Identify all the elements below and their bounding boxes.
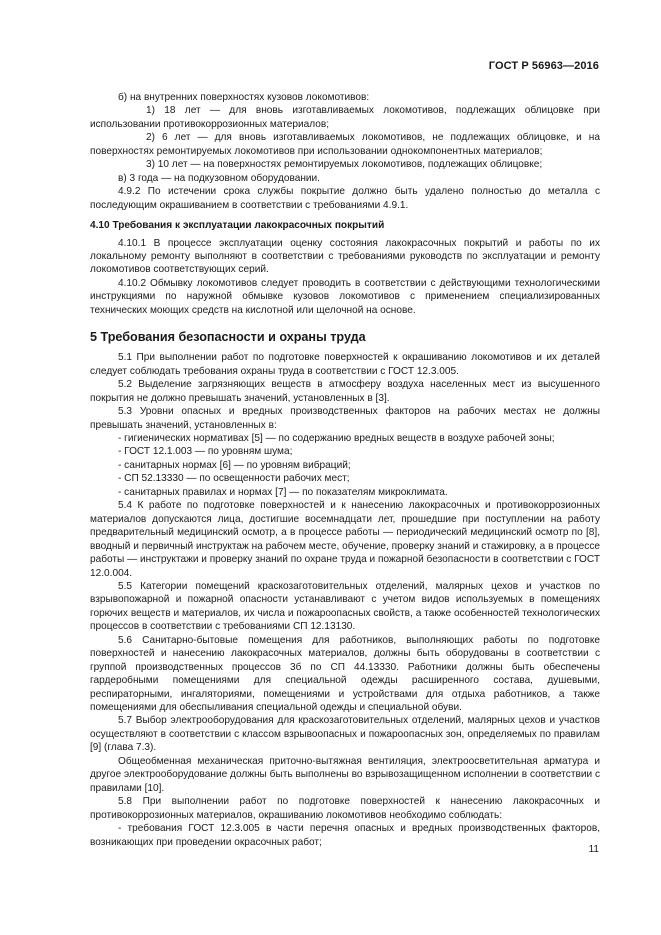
paragraph-5-5: 5.5 Категории помещений краскозаготовительных отделений, малярных цехов и участков по взрывопожарной и пожарной опасности устанавливают с учетом видов используемых в помещениях горючих веществ и материалов, их числа и пожароопасных свойств, а также особенностей технологических процессов в соответствии с требованиями СП 12.13130. bbox=[90, 580, 600, 633]
document-body bbox=[90, 91, 600, 849]
paragraph-b3: 3) 10 лет — на поверхностях ремонтируемых локомотивов, подлежащих облицовке; bbox=[146, 159, 543, 171]
document-code-header: ГОСТ Р 56963—2016 bbox=[488, 60, 599, 72]
paragraph-4-9-2: 4.9.2 По истечении срока службы покрытие должно быть удалено полностью до металла с последующим окрашиванием в соответствии с требованиями 4.9.1. bbox=[90, 186, 600, 211]
section-5-title: 5 Требования безопасности и охраны труда bbox=[90, 330, 366, 345]
paragraph-5-1: 5.1 При выполнении работ по подготовке поверхностей к окрашиванию локомотивов и их деталей следует соблюдать требования охраны труда в соответствии с ГОСТ 12.3.005. bbox=[90, 352, 600, 377]
list-item: - ГОСТ 12.1.003 — по уровням шума; bbox=[118, 446, 293, 458]
page-number: 11 bbox=[588, 844, 599, 855]
paragraph-b2: 2) 6 лет — для вновь изготавливаемых локомотивов, не подлежащих облицовке, и на поверхностях ремонтируемых локомотивов при использовании однокомпонентных материалов; bbox=[90, 132, 600, 157]
paragraph-b: б) на внутренних поверхностях кузовов локомотивов: bbox=[118, 92, 370, 103]
list-item: - санитарных правилах и нормах [7] — по показателям микроклимата. bbox=[118, 486, 448, 498]
list-item: - гигиенических нормативах [5] — по содержанию вредных веществ в воздухе рабочей зоны; bbox=[118, 432, 555, 444]
paragraph-5-8: 5.8 При выполнении работ по подготовке поверхностей к нанесению лакокрасочных и противокоррозионных материалов, окрашиванию локомотивов необходимо соблюдать: bbox=[90, 796, 600, 821]
list-item: - СП 52.13330 — по освещенности рабочих мест; bbox=[118, 473, 350, 485]
paragraph-b1: 1) 18 лет — для вновь изготавливаемых локомотивов, подлежащих облицовке при использовании противокоррозионных материалов; bbox=[90, 105, 600, 130]
paragraph-5-7: 5.7 Выбор электрооборудования для краскозаготовительных отделений, малярных цехов и участков осуществляют в соответствии с классом взрывоопасных и пожароопасных зон, определяемых по правилам [9] (глава 7.3). bbox=[90, 715, 600, 754]
paragraph-5-6: 5.6 Санитарно-бытовые помещения для работников, выполняющих работы по подготовке поверхностей и нанесению лакокрасочных материалов, должны быть оборудованы в соответствии с группой производственных процессов 3б по СП 44.13330. Работники должны быть обеспечены гардеробными помещениями для специальной одежды расширенного состава, душевыми, респираторными, ингаляториями, помещениями и устройствами для отдыха работников, а также помещениями для обеспыливания специальной одежды и специальной обуви. bbox=[90, 634, 600, 714]
list-item: - требования ГОСТ 12.3.005 в части перечня опасных и вредных производственных факторов, возникающих при проведении окрасочных работ; bbox=[90, 823, 600, 848]
paragraph-4-10-1: 4.10.1 В процессе эксплуатации оценку состояния лакокрасочных покрытий и работы по их локальному ремонту выполняют в соответствии с требованиями руководств по эксплуатации и ремонту локомотивов соответствующих серий. bbox=[90, 237, 600, 276]
paragraph-5-3: 5.3 Уровни опасных и вредных производственных факторов на рабочих местах не должны превышать значений, установленных в: bbox=[90, 406, 600, 431]
paragraph-5-4: 5.4 К работе по подготовке поверхностей и к нанесению лакокрасочных и противокоррозионных материалов допускаются лица, достигшие восемнадцати лет, прошедшие при поступлении на работу предварительный медицинский осмотр, а в процессе работы — периодический медицинский осмотр по [8], вводный и первичный инструктаж на рабочем месте, обучение, проверку знаний и стажировку, а в процессе работы — инструктажи и проверку знаний по охране труда и пожарной безопасности в соответствии с ГОСТ 12.0.004. bbox=[90, 500, 600, 579]
paragraph-4-10-2: 4.10.2 Обмывку локомотивов следует проводить в соответствии с действующими технологическими инструкциями по наружной обмывке кузовов локомотивов с применением специализированных технических моющих средств на кислотной или щелочной на основе. bbox=[90, 277, 600, 316]
section-4-10-title: 4.10 Требования к эксплуатации лакокрасочных покрытий bbox=[90, 220, 385, 232]
list-item: - санитарных нормах [6] — по уровням вибраций; bbox=[118, 459, 351, 471]
paragraph-5-7-b: Общеобменная механическая приточно-вытяжная вентиляция, электроосветительная арматура и другое электрооборудование должны быть выполнены во взрывозащищенном исполнении в соответствии с правилами [10]. bbox=[90, 755, 600, 794]
paragraph-v: в) 3 года — на подкузовном оборудовании. bbox=[118, 172, 320, 184]
paragraph-5-2: 5.2 Выделение загрязняющих веществ в атмосферу воздуха населенных мест из высушенного покрытия не должно превышать значений, установленных в [3]. bbox=[90, 379, 600, 404]
